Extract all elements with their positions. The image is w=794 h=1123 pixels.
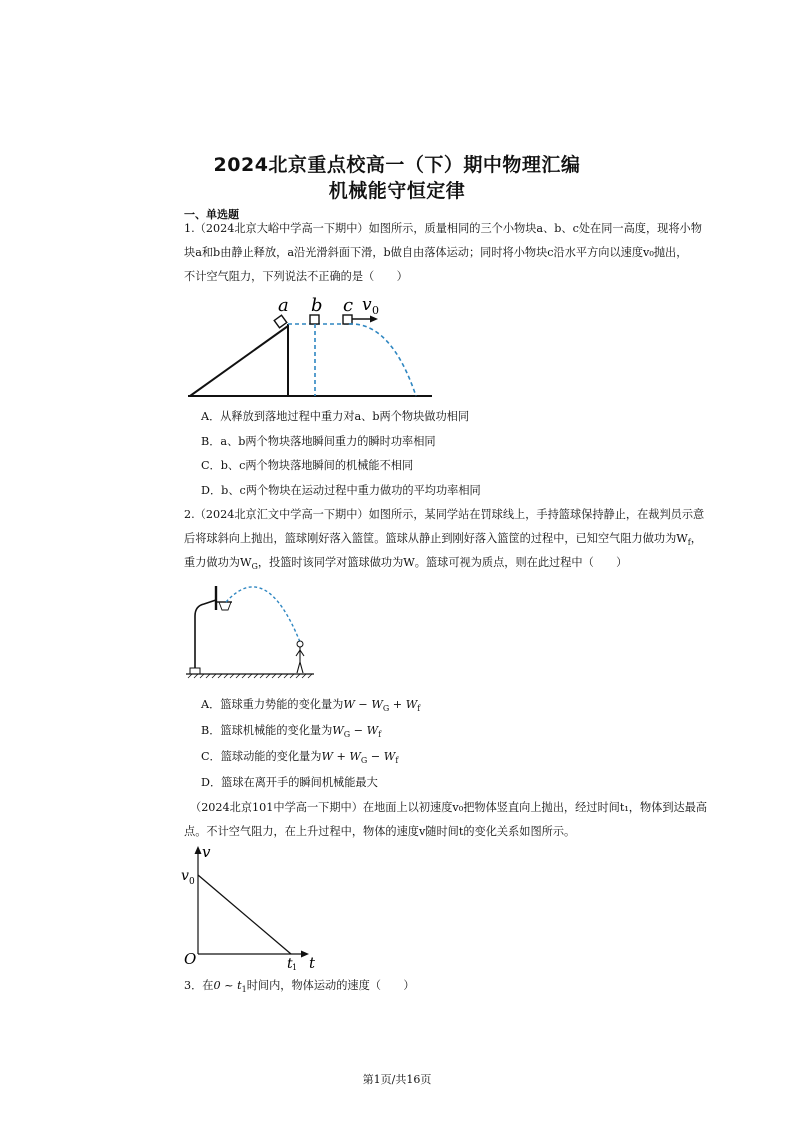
- q1-line-2: 块a和b由静止释放，a沿光滑斜面下滑，b做自由落体运动；同时将小物块c沿水平方向以速度v₀抛出，: [184, 246, 688, 259]
- q1-line-1: 1.（2024北京大峪中学高一下期中）如图所示，质量相同的三个小物块a、b、c处在同一高度，现将小物: [184, 222, 702, 235]
- q2-line-2-sub: f: [687, 538, 691, 548]
- q2-option-a-sub-f: f: [417, 704, 421, 714]
- t1-label: t: [287, 956, 293, 970]
- section-heading: 一、单选题: [184, 208, 239, 221]
- net: [219, 602, 231, 610]
- q2-option-a: [201, 696, 420, 713]
- block-a: [274, 315, 287, 328]
- hoop-base: [190, 668, 200, 674]
- q3-formula-sub: 1: [241, 985, 247, 995]
- q2-option-c-formula: W + W: [321, 750, 361, 763]
- q2-line-3-b: ，投篮时该同学对篮球做功为W。篮球可视为质点，则在此过程中（ ）: [257, 556, 628, 569]
- page-title: 2024北京重点校高一（下）期中物理汇编: [213, 154, 581, 176]
- q1-figure: [186, 292, 436, 400]
- student-head: [297, 641, 303, 647]
- q2-option-b: [201, 722, 381, 739]
- v0-label-sub: 0: [189, 877, 195, 887]
- label-b: b: [311, 295, 323, 316]
- q1-option-c: C．b、c两个物块落地瞬间的机械能不相同: [201, 459, 414, 472]
- q1-line-3: 不计空气阻力，下列说法不正确的是（ ）: [184, 270, 408, 283]
- q2-basketball-figure: [186, 578, 316, 680]
- q2-option-a-formula: W − W: [343, 698, 383, 711]
- v-axis-arrowhead: [195, 846, 202, 854]
- v-t-line: [198, 875, 291, 954]
- q2-line-2: [184, 530, 702, 547]
- q2-option-a-text: A．篮球重力势能的变化量为: [201, 698, 344, 711]
- q2-line-3-sub: G: [251, 562, 258, 572]
- q1-option-d: D．b、c两个物块在运动过程中重力做功的平均功率相同: [201, 484, 481, 497]
- q2-line-2-end: ，: [690, 532, 702, 545]
- q2-option-b-formula-mid: − W: [350, 724, 379, 737]
- v-t-graph: [178, 842, 328, 970]
- q2-option-c-formula-mid: − W: [367, 750, 396, 763]
- q2-option-a-formula-mid: + W: [389, 698, 418, 711]
- t-axis-arrowhead: [301, 951, 309, 958]
- block-b: [310, 315, 319, 324]
- block-c: [343, 315, 352, 324]
- student-body: [296, 647, 304, 673]
- label-c: c: [343, 295, 354, 316]
- q3-text-b: 时间内，物体运动的速度（ ）: [246, 979, 415, 992]
- q2-option-d: D．篮球在离开手的瞬间机械能最大: [201, 776, 378, 789]
- label-v: v: [362, 295, 372, 315]
- q1-option-b: B．a、b两个物块落地瞬间重力的瞬时功率相同: [201, 435, 436, 448]
- q3-text-a: 3．在: [184, 979, 214, 992]
- c-projectile-path: [349, 324, 416, 396]
- q2-line-2-text: 后将球斜向上抛出，篮球刚好落入篮筐。篮球从静止到刚好落入篮筐的过程中，已知空气阻力做功为W: [184, 532, 688, 545]
- q2-option-b-text: B．篮球机械能的变化量为: [201, 724, 333, 737]
- hoop-pole: [195, 600, 216, 668]
- q1-option-a: A．从释放到落地过程中重力对a、b两个物块做功相同: [201, 410, 470, 423]
- t-axis-label: t: [309, 954, 316, 970]
- q2-option-c-text: C．篮球动能的变化量为: [201, 750, 322, 763]
- q2-line-3: [184, 554, 627, 571]
- q3-formula: 0 ~ t: [213, 979, 242, 992]
- q3-intro-line-2: 点。不计空气阻力，在上升过程中，物体的速度v随时间t的变化关系如图所示。: [184, 825, 576, 838]
- page-subtitle: 机械能守恒定律: [328, 180, 466, 202]
- origin-label: O: [184, 950, 197, 968]
- t1-label-sub: 1: [292, 963, 298, 970]
- q2-option-b-sub-g: G: [343, 730, 351, 740]
- q3-intro-line-1: （2024北京101中学高一下期中）在地面上以初速度v₀把物体竖直向上抛出，经过时间t₁，物体到达最高: [190, 801, 708, 814]
- q2-option-c: [201, 748, 398, 765]
- v0-label: v: [181, 868, 189, 884]
- q2-option-b-sub-f: f: [378, 730, 382, 740]
- incline: [190, 326, 288, 396]
- q2-option-c-sub-g: G: [360, 756, 368, 766]
- q3-line: [184, 977, 415, 994]
- q2-option-a-sub-g: G: [382, 704, 390, 714]
- q2-line-3-a: 重力做功为W: [184, 556, 252, 569]
- label-a: a: [278, 295, 289, 316]
- ball-trajectory: [226, 587, 300, 642]
- q2-option-b-formula: W: [332, 724, 344, 737]
- q2-option-c-sub-f: f: [395, 756, 399, 766]
- page-footer: 第1页/共16页: [362, 1073, 432, 1086]
- label-v-sub: 0: [372, 304, 379, 317]
- q2-line-1: 2.（2024北京汇文中学高一下期中）如图所示，某同学站在罚球线上，手持篮球保持静止，在裁判员示意: [184, 508, 705, 521]
- v-axis-label: v: [202, 843, 211, 861]
